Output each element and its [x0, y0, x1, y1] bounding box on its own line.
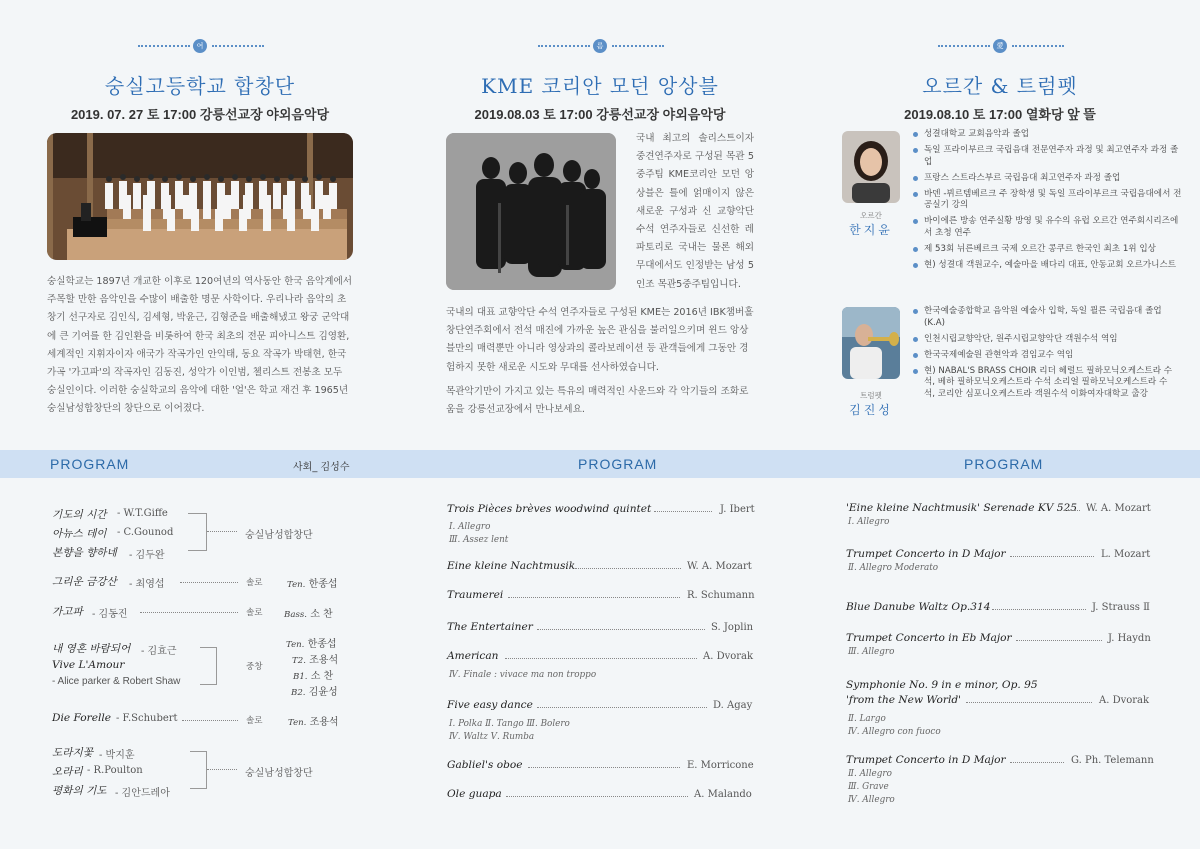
piece-composer: D. Agay [713, 700, 753, 711]
bio-item: 한국예술종합학교 음악원 예술사 입학, 독일 쾰른 국립음대 졸업(K.A) [912, 306, 1174, 329]
leader-line [537, 707, 707, 708]
perform-type: 솔로 [246, 578, 263, 588]
perform-type: 중창 [246, 662, 263, 672]
movement: Ⅰ. Allegro [848, 517, 890, 527]
group-bracket [190, 751, 207, 789]
piece-title: Trumpet Concerto in D Major [846, 548, 1006, 560]
piece-title: 오라리 [52, 766, 83, 778]
piece-title: Die Forelle [52, 712, 112, 724]
piece-composer: - 박지훈 [99, 750, 135, 761]
leader-line [654, 511, 712, 512]
concert-title-1: 숭실고등학교 합창단 [104, 74, 296, 98]
program-label-1: PROGRAM [50, 456, 130, 472]
piece-composer: - 김효근 [141, 646, 177, 657]
badge-circle: 여 [193, 39, 207, 53]
piece-composer: A. Dvorak [703, 651, 754, 662]
leader-line [207, 769, 237, 770]
piece-title: Trois Pièces brèves woodwind quintet [447, 503, 652, 515]
performer: 숭실남성합창단 [245, 530, 313, 541]
performer: 숭실남성합창단 [245, 768, 313, 779]
organist-photo [842, 131, 900, 203]
piece-title: Five easy dance [447, 699, 533, 711]
organist-bio [912, 129, 1182, 276]
piece-composer: S. Joplin [711, 622, 754, 633]
piece-composer: - 김동진 [92, 609, 128, 620]
piece-title: 평화의 기도 [52, 785, 107, 797]
group-bracket [188, 513, 207, 551]
leader-line [1010, 556, 1094, 557]
piece-composer: E. Morricone [687, 760, 754, 771]
piece-composer: - C.Gounod [117, 527, 174, 538]
piece-title: The Entertainer [447, 621, 533, 633]
piece-composer: W. A. Mozart [687, 561, 752, 572]
leader-line [207, 531, 237, 532]
concert-title-3: 오르간 & 트럼펫 [922, 74, 1078, 98]
perform-type: 솔로 [246, 716, 263, 726]
choir-description: 숭실학교는 1897년 개교한 이후로 120여년의 역사동안 한국 음악계에서 주목할 만한 음악인을 수많이 배출한 명문 사학이다. 우리나라 음악의 초창기 선구자로 김인식, 김세형, 박윤근, 김형준을 배출해냈고 왕궁 군악대에 큰 기여를 한 김인환을 비롯하여 한국 최초의 전문 피아니스트 김영환, 세계적인 지휘자이자 애국가 작곡가인 안익태, 동요 작곡가 박태현, 한국가곡 '가고파'의 작곡자인 김동진, 성악가 이인범, 첼리스트 전봉초 모두 숭실인이다. 이러한 숭실학교의 음악에 대한 '얼'은 학교 재건 후 1965년 숭실남성합창단의 창단으로 이어졌다. [47, 276, 353, 415]
bio-item: 프랑스 스트라스부르 국립음대 최고연주자 과정 졸업 [912, 173, 1182, 185]
bio-item: 성결대학교 교회음악과 졸업 [912, 129, 1182, 141]
piece-title: American [447, 650, 499, 662]
movement: Ⅰ. Allegro [449, 522, 491, 532]
leader-line [182, 720, 238, 721]
leader-line [508, 597, 680, 598]
piece-composer: - R.Poulton [87, 765, 143, 776]
piece-title-line2: 'from the New World' [846, 694, 962, 706]
piece-title: 아뉴스 데이 [52, 528, 107, 540]
badge-circle: 愛 [993, 39, 1007, 53]
bio-item: 현) 성결대 객원교수, 예술마을 배다리 대표, 안동교회 오르가니스트 [912, 260, 1182, 272]
singer: Ten. 한종섭 [286, 639, 337, 650]
ensemble-intro: 국내 최고의 솔리스트이자 중견연주자로 구성된 목관 5중주팀 KME코리안 모던 앙상블은 틀에 얽매이지 않은 새로운 구성과 신 교향악단 수석 연주자들로 신선한 레파토리로 국내는 물론 해외무대에서도 인정받는 남성 5인조 목관5중주팀입니다. [636, 133, 754, 290]
piece-title: Eine kleine Nachtmusik [447, 560, 576, 572]
piece-composer: W. A. Mozart [1086, 503, 1151, 514]
leader-line [1010, 762, 1064, 763]
leader-line [575, 568, 681, 569]
piece-title: Gabliel's oboe [447, 759, 523, 771]
movement: Ⅱ. Largo [848, 714, 886, 724]
piece-title: 도라지꽃 [52, 747, 93, 759]
piece-title: 내 영혼 바람되어 [52, 643, 131, 655]
movement: Ⅳ. Waltz Ⅴ. Rumba [449, 732, 535, 742]
program-label-2: PROGRAM [578, 456, 658, 472]
concert-date-2: 2019.08.03 토 17:00 강릉선교장 야외음악당 [474, 107, 726, 122]
leader-line [966, 702, 1092, 703]
choir-photo [47, 133, 353, 260]
piece-title: 기도의 시간 [52, 509, 107, 521]
bio-item: 인천시립교향악단, 원주시립교향악단 객원수석 역임 [912, 334, 1174, 346]
movement: Ⅰ. Polka Ⅱ. Tango Ⅲ. Bolero [449, 719, 570, 729]
piece-composer: - Alice parker & Robert Shaw [52, 676, 181, 687]
piece-composer: J. Strauss Ⅱ [1092, 602, 1150, 613]
piece-composer: - 김안드레아 [115, 788, 170, 799]
piece-composer: J. Ibert [720, 504, 755, 515]
singer: B2. 김윤성 [291, 687, 338, 698]
section-badge-3 [926, 39, 1076, 53]
movement: Ⅳ. Allegro con fuoco [848, 727, 941, 737]
piece-title: Blue Danube Waltz Op.314 [846, 601, 991, 613]
piece-composer: L. Mozart [1101, 549, 1151, 560]
movement: Ⅲ. Allegro [848, 647, 895, 657]
piece-composer: - F.Schubert [116, 713, 178, 724]
bio-item: 바덴 -뷔르템베르크 주 장학생 및 독일 프라이부르크 국립음대에서 전공실기 강의 [912, 189, 1182, 212]
piece-composer: J. Haydn [1108, 633, 1151, 644]
piece-title: Ole guapa [447, 788, 502, 800]
piece-title: 가고파 [52, 606, 83, 618]
movement: Ⅲ. Grave [848, 782, 889, 792]
bio-item: 한국국제예술원 관현악과 겸임교수 역임 [912, 350, 1174, 362]
movement: Ⅱ. Allegro [848, 769, 892, 779]
concert-title-2: KME 코리안 모던 앙상블 [481, 74, 719, 98]
concert-date-3: 2019.08.10 토 17:00 열화당 앞 뜰 [904, 107, 1096, 122]
piece-title: Vive L'Amour [52, 659, 125, 671]
piece-composer: - 김두완 [129, 550, 165, 561]
trumpeter-photo [842, 307, 900, 379]
perform-type: 솔로 [246, 608, 263, 618]
singer: T2. 조용석 [292, 655, 339, 666]
piece-title: 'Eine kleine Nachtmusik' Serenade KV 525 [846, 502, 1077, 514]
leader-line [1016, 640, 1102, 641]
movement: Ⅱ. Allegro Moderato [848, 563, 939, 573]
leader-line [506, 796, 688, 797]
leader-line [140, 612, 238, 613]
piece-composer: R. Schumann [687, 590, 755, 601]
concert-date-1: 2019. 07. 27 토 17:00 강릉선교장 야외음악당 [70, 107, 330, 122]
section-badge-1 [126, 39, 276, 53]
section-badge-2 [526, 39, 676, 53]
piece-title: 본향을 향하네 [52, 547, 117, 559]
leader-line [992, 609, 1086, 610]
ensemble-photo [446, 133, 616, 290]
leader-line [1064, 510, 1080, 511]
leader-line [180, 582, 238, 583]
singer: Ten. 조용석 [288, 717, 339, 728]
group-bracket [200, 647, 217, 685]
program-label-3: PROGRAM [964, 456, 1044, 472]
singer: B1. 소 찬 [293, 671, 334, 682]
leader-line [528, 767, 680, 768]
piece-title: Trumpet Concerto in Eb Major [846, 632, 1012, 644]
organist-role: 오르간 [860, 211, 882, 220]
movement: Ⅲ. Assez lent [449, 535, 509, 545]
leader-line [505, 658, 697, 659]
trumpeter-bio [912, 306, 1174, 405]
piece-title: Symphonie No. 9 in e minor, Op. 95 [846, 679, 1038, 691]
piece-composer: A. Dvorak [1099, 695, 1150, 706]
piece-composer: A. Malando [694, 789, 752, 800]
singer: Bass. 소 찬 [284, 609, 333, 620]
program-host: 사회_ 김성수 [293, 462, 350, 473]
piece-composer: - W.T.Giffe [117, 508, 168, 519]
organist-name: 한지윤 [849, 223, 893, 237]
piece-title: Trumpet Concerto in D Major [846, 754, 1006, 766]
leader-line [537, 629, 705, 630]
badge-circle: 름 [593, 39, 607, 53]
bio-item: 현) NABAL'S BRASS CHOIR 리더 헤럴드 필하모닉오케스트라 수석, 베하 필하모닉오케스트라 수석 소리얼 필하모닉오케스트라 수석, 코리안 심포니오케스트라 객원수석 이화여자대학교 출강 [912, 366, 1174, 401]
movement: Ⅳ. Finale : vivace ma non troppo [449, 670, 597, 680]
trumpeter-role: 트럼펫 [860, 391, 882, 400]
piece-title: 그리운 금강산 [52, 576, 117, 588]
piece-title: Traumerei [447, 589, 504, 601]
piece-composer: - 최영섭 [129, 579, 165, 590]
singer: Ten. 한종섭 [287, 579, 338, 590]
bio-item: 독일 프라이부르크 국립음대 전문연주자 과정 및 최고연주자 과정 졸업 [912, 145, 1182, 168]
piece-composer: G. Ph. Telemann [1071, 755, 1154, 766]
bio-item: 바이에른 방송 연주실황 방영 및 유수의 유럽 오르간 연주회시리즈에서 초청 연주 [912, 216, 1182, 239]
movement: Ⅳ. Allegro [848, 795, 895, 805]
ensemble-description: 국내의 대표 교향악단 수석 연주자들로 구성된 KME는 2016년 IBK챔버홀 창단연주회에서 전석 매진에 가까운 높은 관심을 불러일으키며 윈드 앙상블만의 매력뿐만 아니라 영상과의 콜라보레이션 등 관객들에게 그동안 경험하지 못한 새로운 시도와 무대를 선사하였습니다. 목관악기만이 가지고 있는 특유의 매력적인 사운드와 각 악기들의 조화로움을 강릉선교장에서 만나보세요. [446, 307, 754, 416]
bio-item: 제 53회 뉘른베르크 국제 오르간 콩쿠르 한국인 최초 1위 입상 [912, 244, 1182, 256]
trumpeter-name: 김진성 [849, 403, 893, 417]
